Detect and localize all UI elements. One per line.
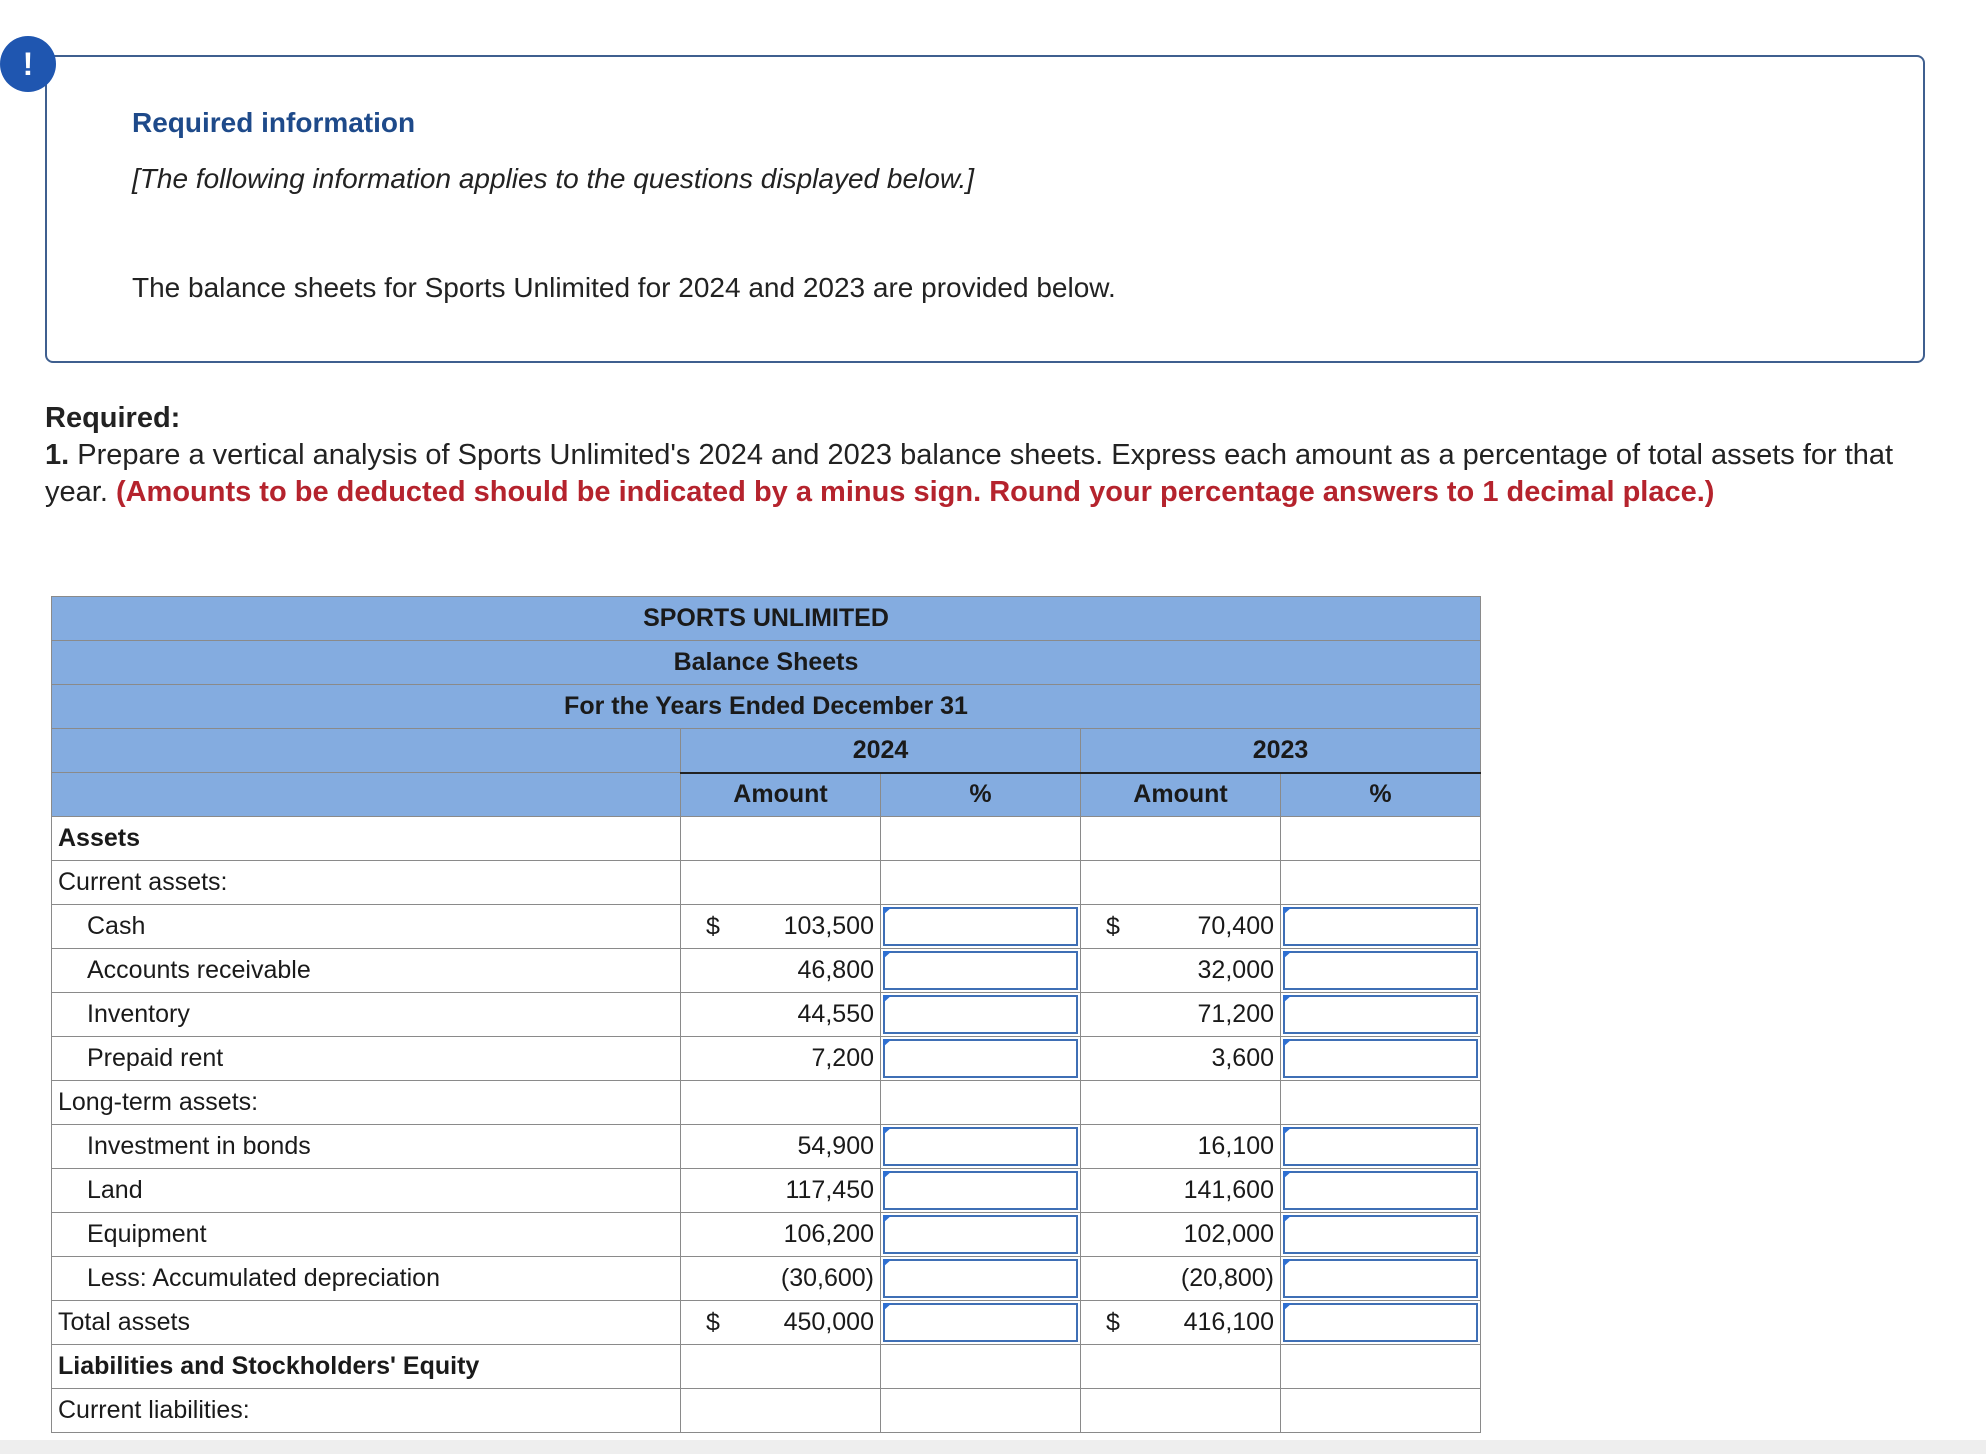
dollar-sign: $: [706, 912, 720, 940]
table-row: [52, 1037, 1481, 1081]
balance-sheet-table: [51, 596, 1481, 1433]
pct-header-2023: %: [1281, 773, 1481, 817]
table-row: [52, 1213, 1481, 1257]
required-note: (Amounts to be deducted should be indicated by a minus sign. Round your percentage answers to 1 decimal place.): [115, 476, 1715, 508]
flag-icon: [883, 1171, 892, 1179]
flag-icon: [883, 907, 892, 915]
pct-input-2024[interactable]: [883, 1171, 1078, 1210]
dollar-sign: $: [1106, 1308, 1120, 1336]
pct-input-2024[interactable]: [883, 995, 1078, 1034]
required-number: 1.: [45, 439, 70, 471]
amount-2023: (20,800): [1081, 1257, 1281, 1301]
amount-2023: 70,400: [1197, 912, 1274, 940]
page-cutoff: [0, 1440, 1986, 1454]
row-label: Cash: [52, 905, 681, 949]
row-label: Accounts receivable: [52, 949, 681, 993]
total-pct-input-2024[interactable]: [883, 1303, 1078, 1342]
year-2023-header: 2023: [1081, 729, 1481, 773]
amount-2023: 16,100: [1081, 1125, 1281, 1169]
pct-input-2023[interactable]: [1283, 995, 1478, 1034]
amount-2024: 7,200: [681, 1037, 881, 1081]
amount-2024: 117,450: [681, 1169, 881, 1213]
table-row: [52, 993, 1481, 1037]
flag-icon: [883, 1127, 892, 1135]
pct-input-2024[interactable]: [883, 1259, 1078, 1298]
info-body: The balance sheets for Sports Unlimited for 2024 and 2023 are provided below.: [132, 272, 1116, 303]
flag-icon: [883, 951, 892, 959]
amount-header-2024: Amount: [681, 773, 881, 817]
flag-icon: [1283, 1215, 1292, 1223]
flag-icon: [1283, 1039, 1292, 1047]
amount-2024: 44,550: [681, 993, 881, 1037]
dollar-sign: $: [706, 1308, 720, 1336]
current-liabilities-heading: Current liabilities:: [52, 1389, 681, 1433]
amount-2023: 3,600: [1081, 1037, 1281, 1081]
pct-input-2023[interactable]: [1283, 1215, 1478, 1254]
total-pct-input-2023[interactable]: [1283, 1303, 1478, 1342]
required-heading: Required:: [45, 402, 181, 434]
table-row: [52, 1125, 1481, 1169]
table-row: [52, 949, 1481, 993]
amount-header-2023: Amount: [1081, 773, 1281, 817]
amount-2024: (30,600): [681, 1257, 881, 1301]
info-title: Required information: [132, 107, 416, 138]
pct-input-2024[interactable]: [883, 907, 1078, 946]
required-text: [45, 437, 1925, 511]
amount-2024: 46,800: [681, 949, 881, 993]
table-row: [52, 1257, 1481, 1301]
pct-input-2024[interactable]: [883, 1039, 1078, 1078]
row-label: Inventory: [52, 993, 681, 1037]
dollar-sign: $: [1106, 912, 1120, 940]
row-label: Land: [52, 1169, 681, 1213]
pct-input-2024[interactable]: [883, 951, 1078, 990]
flag-icon: [883, 1215, 892, 1223]
flag-icon: [883, 1039, 892, 1047]
row-label: Investment in bonds: [52, 1125, 681, 1169]
flag-icon: [1283, 995, 1292, 1003]
amount-2023: 141,600: [1081, 1169, 1281, 1213]
flag-icon: [1283, 1259, 1292, 1267]
total-row: [52, 1301, 1481, 1345]
row-label: Less: Accumulated depreciation: [52, 1257, 681, 1301]
assets-heading: Assets: [52, 817, 681, 861]
pct-input-2023[interactable]: [1283, 1259, 1478, 1298]
flag-icon: [883, 995, 892, 1003]
info-box: [45, 55, 1925, 363]
amount-2023: 71,200: [1081, 993, 1281, 1037]
pct-input-2024[interactable]: [883, 1127, 1078, 1166]
company-name: SPORTS UNLIMITED: [52, 597, 1481, 641]
amount-2024: 54,900: [681, 1125, 881, 1169]
table-row: [52, 1169, 1481, 1213]
required-instructions: [45, 400, 1925, 511]
pct-input-2024[interactable]: [883, 1215, 1078, 1254]
pct-header-2024: %: [881, 773, 1081, 817]
statement-period: For the Years Ended December 31: [52, 685, 1481, 729]
amount-2023: 32,000: [1081, 949, 1281, 993]
current-assets-heading: Current assets:: [52, 861, 681, 905]
total-2023: 416,100: [1183, 1308, 1274, 1336]
amount-2023: 102,000: [1081, 1213, 1281, 1257]
total-2024: 450,000: [783, 1308, 874, 1336]
pct-input-2023[interactable]: [1283, 1171, 1478, 1210]
row-label: Equipment: [52, 1213, 681, 1257]
flag-icon: [1283, 1127, 1292, 1135]
flag-icon: [1283, 907, 1292, 915]
pct-input-2023[interactable]: [1283, 951, 1478, 990]
flag-icon: [1283, 1303, 1292, 1311]
total-assets-label: Total assets: [52, 1301, 681, 1345]
year-2024-header: 2024: [681, 729, 1081, 773]
pct-input-2023[interactable]: [1283, 907, 1478, 946]
pct-input-2023[interactable]: [1283, 1039, 1478, 1078]
amount-2024: 106,200: [681, 1213, 881, 1257]
row-label: Prepaid rent: [52, 1037, 681, 1081]
flag-icon: [1283, 951, 1292, 959]
long-term-assets-heading: Long-term assets:: [52, 1081, 681, 1125]
table-row: [52, 905, 1481, 949]
flag-icon: [1283, 1171, 1292, 1179]
liabilities-heading: Liabilities and Stockholders' Equity: [52, 1345, 681, 1389]
amount-2024: 103,500: [783, 912, 874, 940]
info-subtitle: [The following information applies to the questions displayed below.]: [132, 163, 975, 194]
flag-icon: [883, 1303, 892, 1311]
flag-icon: [883, 1259, 892, 1267]
statement-title: Balance Sheets: [52, 641, 1481, 685]
exclamation-icon: !: [0, 36, 56, 92]
pct-input-2023[interactable]: [1283, 1127, 1478, 1166]
required-body: Prepare a vertical analysis of Sports Unlimited's 2024 and 2023 balance sheets. Express each amount as a percentage of total assets for that year.: [45, 439, 1894, 508]
